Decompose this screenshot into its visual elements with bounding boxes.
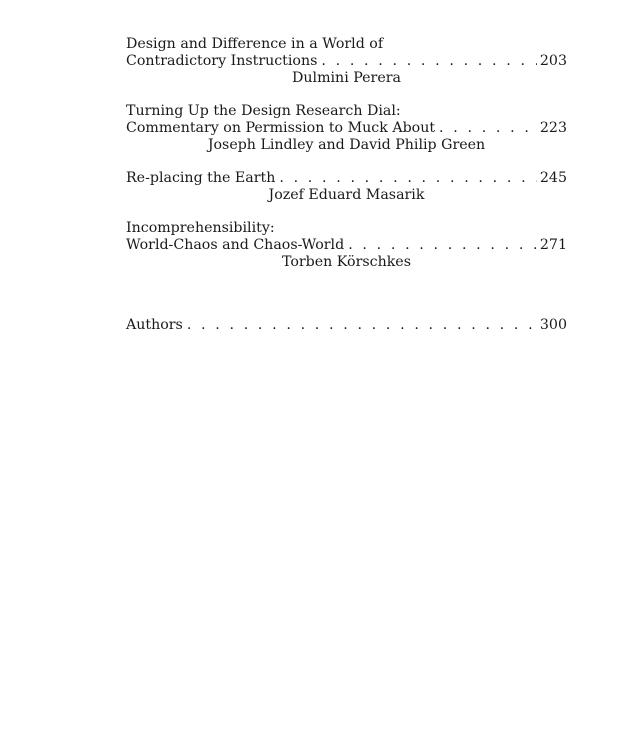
toc-title-last-line (126, 120, 567, 137)
dot-leader (187, 317, 537, 334)
toc-title-line (126, 220, 567, 237)
toc-author: Torben Körschkes (282, 254, 411, 270)
toc-title: Commentary on Permission to Muck About (126, 120, 436, 136)
dot-leader (279, 170, 537, 187)
toc-entry-lindley-green[interactable] (126, 103, 567, 154)
toc-title: Design and Difference in a World of (126, 36, 384, 52)
toc-title: World-Chaos and Chaos-World (126, 237, 345, 253)
toc-entry-masarik[interactable] (126, 170, 567, 204)
toc-title: Turning Up the Design Research Dial: (126, 103, 401, 119)
toc-author: Jozef Eduard Masarik (268, 187, 425, 203)
toc-title: Incomprehensibility: (126, 220, 275, 236)
toc-title: Contradictory Instructions (126, 53, 318, 69)
toc-title-last-line (126, 317, 567, 334)
toc-entry-perera[interactable] (126, 36, 567, 87)
toc-title-last-line (126, 170, 567, 187)
dot-leader (348, 237, 537, 254)
page-number: 271 (539, 237, 567, 253)
table-of-contents (126, 36, 567, 271)
toc-title: Authors (126, 317, 183, 333)
toc-title-last-line (126, 53, 567, 70)
toc-title: Re-placing the Earth (126, 170, 276, 186)
toc-entry-authors[interactable] (126, 317, 567, 334)
page-number: 223 (539, 120, 567, 136)
toc-title-line (126, 36, 567, 53)
toc-title-line (126, 103, 567, 120)
page-number: 245 (539, 170, 567, 186)
page-number: 203 (539, 53, 567, 69)
toc-title-last-line (126, 237, 567, 254)
toc-entry-korschkes[interactable] (126, 220, 567, 271)
toc-author: Joseph Lindley and David Philip Green (207, 137, 486, 153)
dot-leader (439, 120, 537, 137)
page-number: 300 (539, 317, 567, 333)
dot-leader (321, 53, 537, 70)
toc-author: Dulmini Perera (292, 70, 401, 86)
